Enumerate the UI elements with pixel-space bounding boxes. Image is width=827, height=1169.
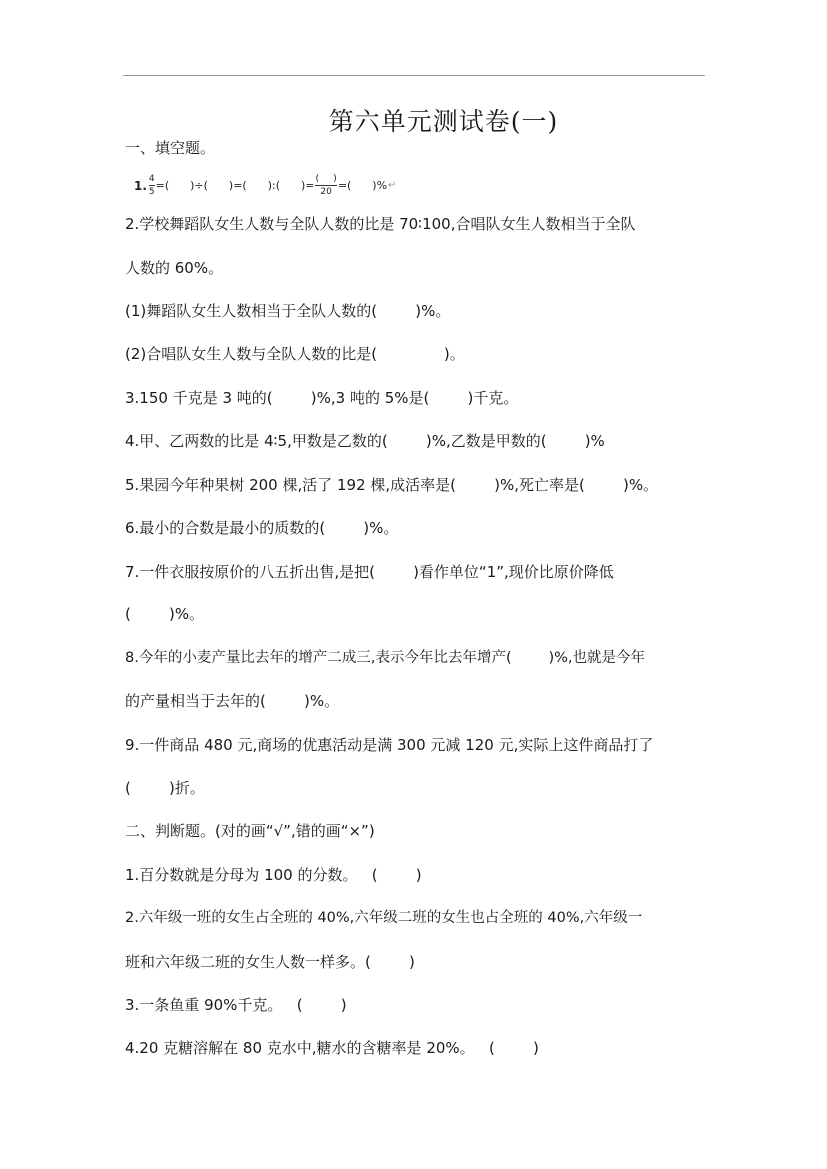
question-5: 5.果园今年种果树 200 棵,活了 192 棵,成活率是( )%,死亡率是( )%。 bbox=[125, 476, 659, 494]
question-8-line-2: 的产量相当于去年的( )%。 bbox=[125, 692, 340, 710]
fraction-numerator: 4 bbox=[148, 174, 155, 184]
question-1-number: 1. bbox=[134, 178, 147, 193]
judgement-3: 3.一条鱼重 90%千克。 ( ) bbox=[125, 996, 347, 1014]
return-mark-icon: ↵ bbox=[388, 180, 397, 191]
question-2-part-1: (1)舞蹈队女生人数相当于全队人数的( )%。 bbox=[125, 302, 451, 320]
header-rule bbox=[123, 75, 705, 76]
judgement-4: 4.20 克糖溶解在 80 克水中,糖水的含糖率是 20%。 ( ) bbox=[125, 1039, 539, 1057]
question-8-line-1: 8.今年的小麦产量比去年的增产二成三,表示今年比去年增产( )%,也就是今年 bbox=[125, 650, 646, 666]
question-6: 6.最小的合数是最小的质数的( )%。 bbox=[125, 519, 399, 537]
section-heading-true-false: 二、判断题。(对的画“√”,错的画“×”) bbox=[125, 822, 375, 840]
judgement-2-line-2: 班和六年级二班的女生人数一样多。( ) bbox=[125, 953, 415, 971]
question-9-line-2: ( )折。 bbox=[125, 779, 205, 797]
judgement-2-line-1: 2.六年级一班的女生占全班的 40%,六年级二班的女生也占全班的 40%,六年级一 bbox=[125, 910, 643, 926]
question-9-line-1: 9.一件商品 480 元,商场的优惠活动是满 300 元减 120 元,实际上这件商品打了 bbox=[125, 736, 654, 754]
question-7-line-2: ( )%。 bbox=[125, 605, 205, 623]
section-heading-fill-blank: 一、填空题。 bbox=[125, 139, 216, 157]
fraction-numerator-blank: ( ) bbox=[315, 174, 337, 184]
judgement-1: 1.百分数就是分母为 100 的分数。 ( ) bbox=[125, 866, 422, 884]
page-title: 第六单元测试卷(一) bbox=[328, 107, 559, 136]
question-2-line-1: 2.学校舞蹈队女生人数与全队人数的比是 70∶100,合唱队女生人数相当于全队 bbox=[125, 215, 636, 233]
question-1 bbox=[134, 174, 396, 197]
fraction-over-twenty bbox=[315, 174, 336, 197]
question-4: 4.甲、乙两数的比是 4∶5,甲数是乙数的( )%,乙数是甲数的( )% bbox=[125, 432, 605, 450]
question-2-part-2: (2)合唱队女生人数与全队人数的比是( )。 bbox=[125, 345, 465, 363]
question-2-line-2: 人数的 60%。 bbox=[125, 259, 224, 277]
question-1-expression-a: =( )÷( )=( ):( )= bbox=[155, 179, 315, 192]
fraction-denominator: 5 bbox=[148, 187, 155, 197]
question-1-expression-b: =( )% bbox=[337, 179, 388, 192]
fraction-bar bbox=[149, 185, 155, 186]
fraction-denominator: 20 bbox=[320, 187, 332, 197]
question-3: 3.150 千克是 3 吨的( )%,3 吨的 5%是( )千克。 bbox=[125, 389, 519, 407]
question-7-line-1: 7.一件衣服按原价的八五折出售,是把( )看作单位“1”,现价比原价降低 bbox=[125, 563, 614, 581]
fraction-four-fifths bbox=[149, 174, 155, 197]
fraction-bar bbox=[315, 185, 336, 186]
